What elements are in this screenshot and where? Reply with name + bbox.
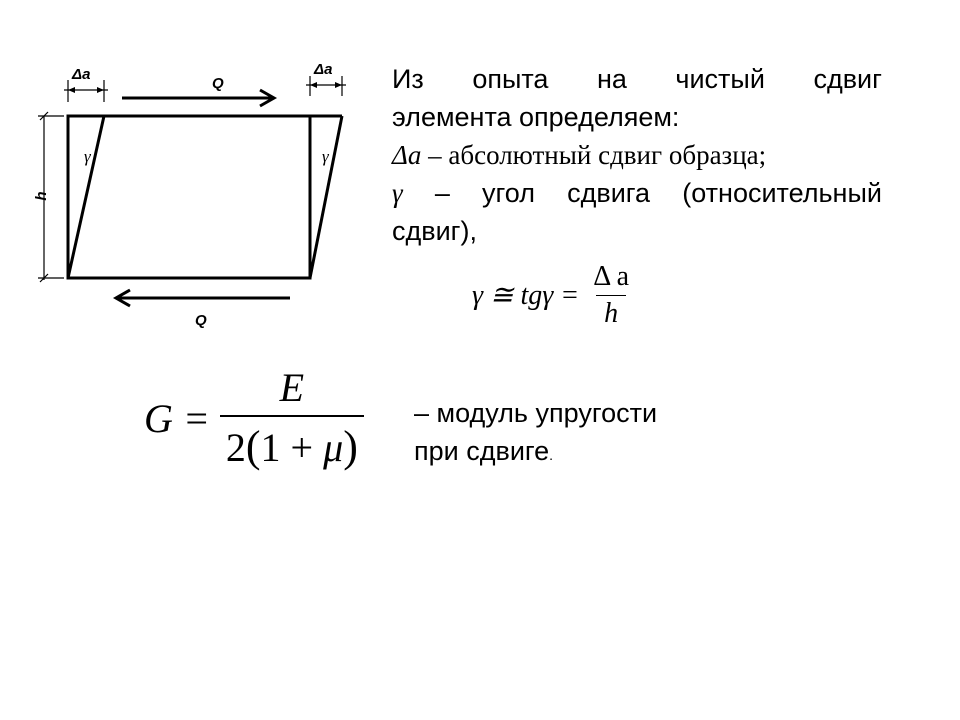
gamma-formula-numerator: Δ a bbox=[593, 260, 630, 292]
den-two: 2 bbox=[225, 425, 246, 470]
word: Из bbox=[392, 64, 424, 94]
word: сдвиг bbox=[813, 64, 882, 94]
text-line-4 bbox=[392, 174, 882, 212]
paren-close: ) bbox=[343, 422, 358, 471]
g-formula-denominator bbox=[220, 415, 364, 472]
g-formula-numerator: E bbox=[279, 365, 305, 410]
q-bottom-label: Q bbox=[195, 312, 207, 329]
text-line-3 bbox=[392, 136, 882, 174]
modulus-text bbox=[414, 394, 754, 474]
gamma-formula-fraction bbox=[589, 261, 633, 330]
text-line-2: элемента определяем: bbox=[392, 102, 680, 132]
word: (относительный bbox=[682, 178, 882, 208]
gamma-symbol: γ bbox=[392, 178, 403, 208]
delta-a-left-label: Δa bbox=[72, 66, 91, 83]
modulus-line-1: – модуль упругости bbox=[414, 398, 658, 428]
shear-modulus-formula bbox=[144, 366, 364, 470]
word: на bbox=[596, 64, 627, 94]
den-inner: 1 + bbox=[260, 425, 324, 470]
word: угол bbox=[482, 178, 535, 208]
modulus-line-2-text: при сдвиге bbox=[414, 436, 550, 466]
paren-open: ( bbox=[245, 422, 261, 471]
gamma-right-label: γ bbox=[322, 147, 329, 166]
h-label: h bbox=[33, 191, 50, 201]
den-mu: μ bbox=[323, 425, 344, 470]
word: сдвига bbox=[567, 178, 651, 208]
word: – bbox=[434, 178, 450, 208]
delta-a-right-label: Δa bbox=[314, 61, 333, 78]
shear-diagram bbox=[0, 0, 380, 340]
modulus-line-2 bbox=[414, 432, 754, 474]
q-top-label: Q bbox=[212, 75, 224, 92]
g-formula-fraction bbox=[220, 364, 364, 472]
sheared-left-edge bbox=[68, 116, 104, 278]
text-line-1 bbox=[392, 60, 882, 98]
gamma-left-label: γ bbox=[84, 147, 91, 166]
gamma-formula-lhs: γ ≅ tgγ = bbox=[472, 280, 580, 311]
modulus-dot: . bbox=[549, 447, 554, 463]
explanation-text bbox=[392, 60, 882, 250]
text-line-5: сдвиг), bbox=[392, 216, 478, 246]
gamma-formula-denominator: h bbox=[596, 295, 626, 330]
element-rectangle bbox=[68, 116, 310, 278]
g-formula-lhs: G = bbox=[144, 395, 210, 441]
sheared-right-edge bbox=[310, 116, 342, 278]
text-line-3-rest: – абсолютный сдвиг образца; bbox=[421, 140, 767, 170]
word: опыта bbox=[472, 64, 549, 94]
delta-a-symbol: Δа bbox=[392, 140, 422, 170]
gamma-formula bbox=[472, 258, 633, 332]
word: чистый bbox=[675, 64, 765, 94]
